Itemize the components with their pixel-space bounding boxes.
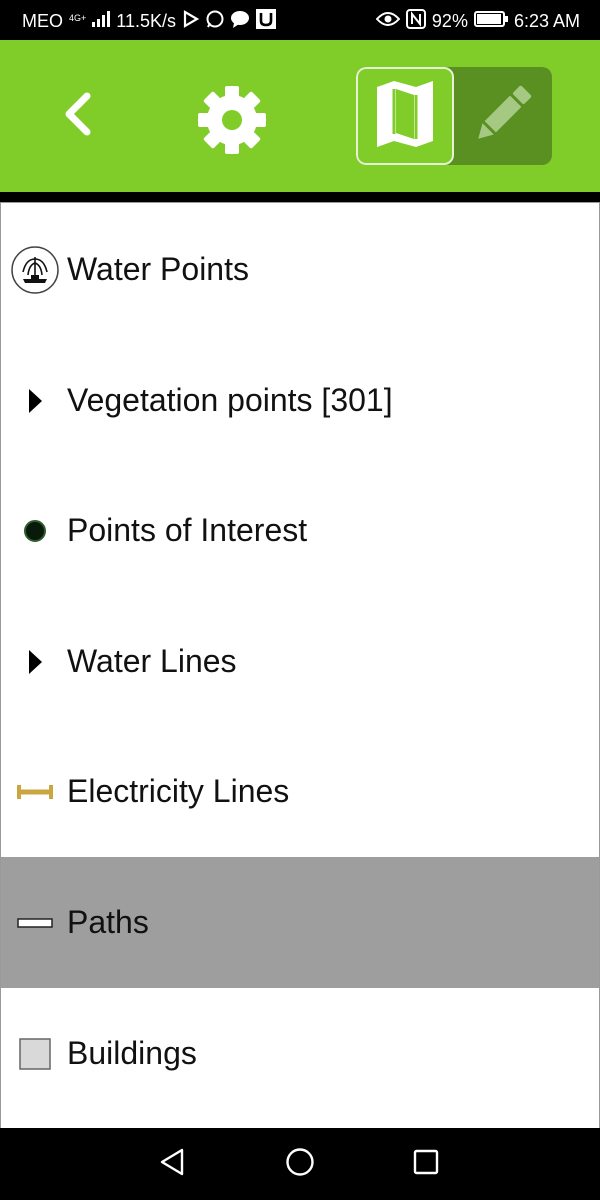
layer-label: Points of Interest [67,512,308,548]
chat-icon [230,10,250,33]
layer-item-buildings[interactable] [1,988,599,1119]
status-bar [0,0,600,40]
nav-home-button[interactable] [278,1144,322,1184]
system-nav-bar [0,1128,600,1200]
layer-item-paths[interactable] [1,857,599,988]
mode-toggle [356,67,552,165]
square-symbol-icon [9,1028,61,1080]
layer-item-vegetation-points[interactable] [1,335,599,466]
layer-label: Paths [67,904,149,940]
pencil-icon [468,79,538,154]
caret-right-icon[interactable] [9,636,61,688]
path-symbol-icon [9,897,61,949]
line-symbol-icon [9,766,61,818]
dot-icon [9,505,61,557]
settings-button[interactable] [190,78,274,162]
layer-item-electricity-lines[interactable] [1,726,599,857]
layer-item-water-points[interactable] [1,204,599,335]
app-toolbar [0,40,600,192]
map-mode-button[interactable] [356,67,454,165]
layer-label: Buildings [67,1035,197,1071]
battery-icon [474,11,508,32]
chevron-left-icon [61,92,95,141]
u-app-icon [256,9,276,34]
gear-icon [190,149,274,166]
network-type: 4G+ [69,13,87,23]
network-speed: 11.5K/s [116,11,176,31]
layer-list [0,202,600,1128]
eye-icon [376,11,400,32]
layer-label: Electricity Lines [67,773,290,809]
nav-back-button[interactable] [150,1144,194,1184]
fountain-icon [9,244,61,296]
carrier-name: MEO [22,11,64,31]
battery-percent: 92% [431,11,468,31]
map-icon [374,79,436,154]
layer-label: Water Points [67,251,249,287]
edit-mode-button[interactable] [454,67,552,165]
circle-home-icon [285,1147,315,1182]
nfc-icon [406,9,426,34]
signal-icon [92,11,110,32]
caret-right-icon[interactable] [9,375,61,427]
square-recents-icon [412,1148,440,1181]
whatsapp-icon [206,10,224,33]
layer-item-water-lines[interactable] [1,596,599,727]
nav-recents-button[interactable] [404,1144,448,1184]
layer-item-points-of-interest[interactable] [1,465,599,596]
back-button[interactable] [48,80,108,152]
layer-label: Vegetation points [301] [67,382,393,418]
layer-label: Water Lines [67,643,237,679]
clock: 6:23 AM [513,11,580,31]
play-store-icon [182,10,200,33]
triangle-back-icon [158,1147,186,1182]
